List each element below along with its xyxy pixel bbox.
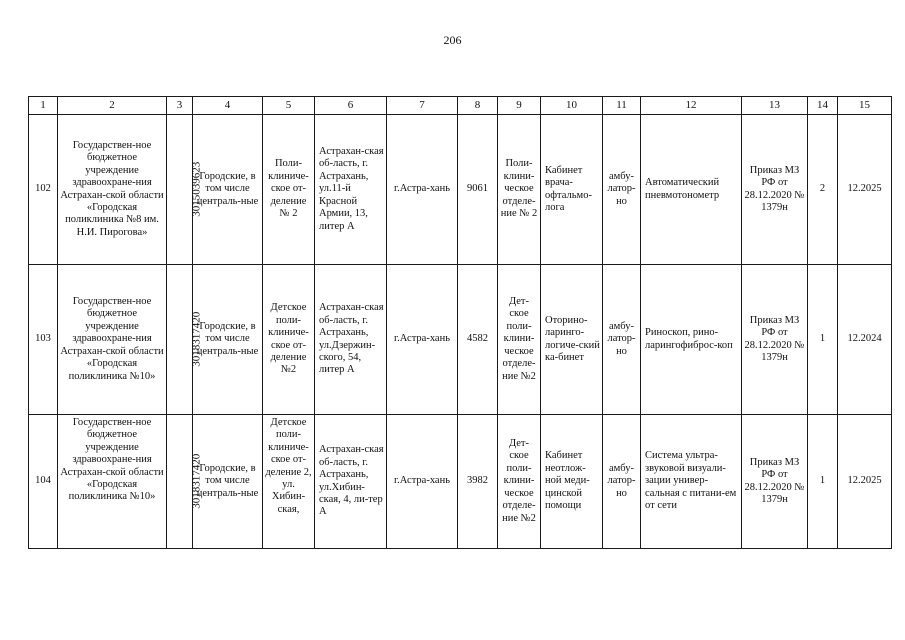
institution-name: Государствен-ное бюджетное учреждение здравоохране-ния Астрахан-ской области «Городская поликлиника №10» — [58, 265, 167, 415]
institution-code: 3015039623 — [167, 115, 193, 265]
column-header: 2 — [58, 97, 167, 115]
column-header: 1 — [29, 97, 58, 115]
institution-name: Государствен-ное бюджетное учреждение здравоохране-ния Астрахан-ской области «Городская поликлиника №10» — [58, 415, 167, 549]
cabinet: Оторино-ларинго-логиче-ский ка-бинет — [541, 265, 603, 415]
department: Поли-клини-ческое отделе-ние № 2 — [498, 115, 541, 265]
order: Приказ МЗ РФ от 28.12.2020 № 1379н — [742, 115, 808, 265]
address: Астрахан-ская об-ласть, г. Астрахань, ул.11-й Красной Армии, 13, литер А — [315, 115, 387, 265]
column-header: 3 — [167, 97, 193, 115]
cabinet: Кабинет врача-офтальмо-лога — [541, 115, 603, 265]
column-header: 5 — [263, 97, 315, 115]
table-row — [29, 115, 892, 265]
equipment-table — [28, 96, 892, 549]
column-header: 4 — [193, 97, 263, 115]
address: Астрахан-ская об-ласть, г. Астрахань, ул.Хибин-ская, 4, ли-тер А — [315, 415, 387, 549]
equipment: Автоматический пневмотонометр — [641, 115, 742, 265]
care-form: амбу-латор-но — [603, 265, 641, 415]
settlement-type: Городские, в том числе централь-ные — [193, 415, 263, 549]
unit-code: 4582 — [458, 265, 498, 415]
quantity: 1 — [808, 265, 838, 415]
institution-code: 3018317420 — [167, 415, 193, 549]
column-header: 6 — [315, 97, 387, 115]
column-header: 12 — [641, 97, 742, 115]
settlement-type: Городские, в том числе централь-ные — [193, 115, 263, 265]
header-row — [29, 97, 892, 115]
column-header: 10 — [541, 97, 603, 115]
date: 12.2025 — [838, 415, 892, 549]
city: г.Астра-хань — [387, 115, 458, 265]
care-form: амбу-латор-но — [603, 415, 641, 549]
city: г.Астра-хань — [387, 415, 458, 549]
cabinet: Кабинет неотлож-ной меди-цинской помощи — [541, 415, 603, 549]
column-header: 8 — [458, 97, 498, 115]
table-row — [29, 265, 892, 415]
settlement-type: Городские, в том числе централь-ные — [193, 265, 263, 415]
quantity: 1 — [808, 415, 838, 549]
quantity: 2 — [808, 115, 838, 265]
date: 12.2025 — [838, 115, 892, 265]
institution-name: Государствен-ное бюджетное учреждение здравоохране-ния Астрахан-ской области «Городская поликлиника №8 им. Н.И. Пирогова» — [58, 115, 167, 265]
department: Дет-ское поли-клини-ческое отделе-ние №2 — [498, 415, 541, 549]
order: Приказ МЗ РФ от 28.12.2020 № 1379н — [742, 265, 808, 415]
care-form: амбу-латор-но — [603, 115, 641, 265]
city: г.Астра-хань — [387, 265, 458, 415]
unit-code: 9061 — [458, 115, 498, 265]
institution-code: 3018317420 — [167, 265, 193, 415]
subdivision: Детское поли-клиниче-ское от-деление 2, ул. Хибин-ская, — [263, 415, 315, 549]
column-header: 11 — [603, 97, 641, 115]
address: Астрахан-ская об-ласть, г. Астрахань, ул.Дзержин-ского, 54, литер А — [315, 265, 387, 415]
unit-code: 3982 — [458, 415, 498, 549]
equipment: Риноскоп, рино-ларингофиброс-коп — [641, 265, 742, 415]
page-number: 206 — [443, 33, 462, 47]
order: Приказ МЗ РФ от 28.12.2020 № 1379н — [742, 415, 808, 549]
row-number: 104 — [29, 415, 58, 549]
subdivision: Поли-клиниче-ское от-деление № 2 — [263, 115, 315, 265]
column-header: 9 — [498, 97, 541, 115]
department: Дет-ское поли-клини-ческое отделе-ние №2 — [498, 265, 541, 415]
column-header: 14 — [808, 97, 838, 115]
row-number: 103 — [29, 265, 58, 415]
equipment: Система ультра-звуковой визуали-зации универ-сальная с питани-ем от сети — [641, 415, 742, 549]
column-header: 7 — [387, 97, 458, 115]
column-header: 13 — [742, 97, 808, 115]
row-number: 102 — [29, 115, 58, 265]
date: 12.2024 — [838, 265, 892, 415]
column-header: 15 — [838, 97, 892, 115]
subdivision: Детское поли-клиниче-ское от-деление №2 — [263, 265, 315, 415]
table-row — [29, 415, 892, 549]
